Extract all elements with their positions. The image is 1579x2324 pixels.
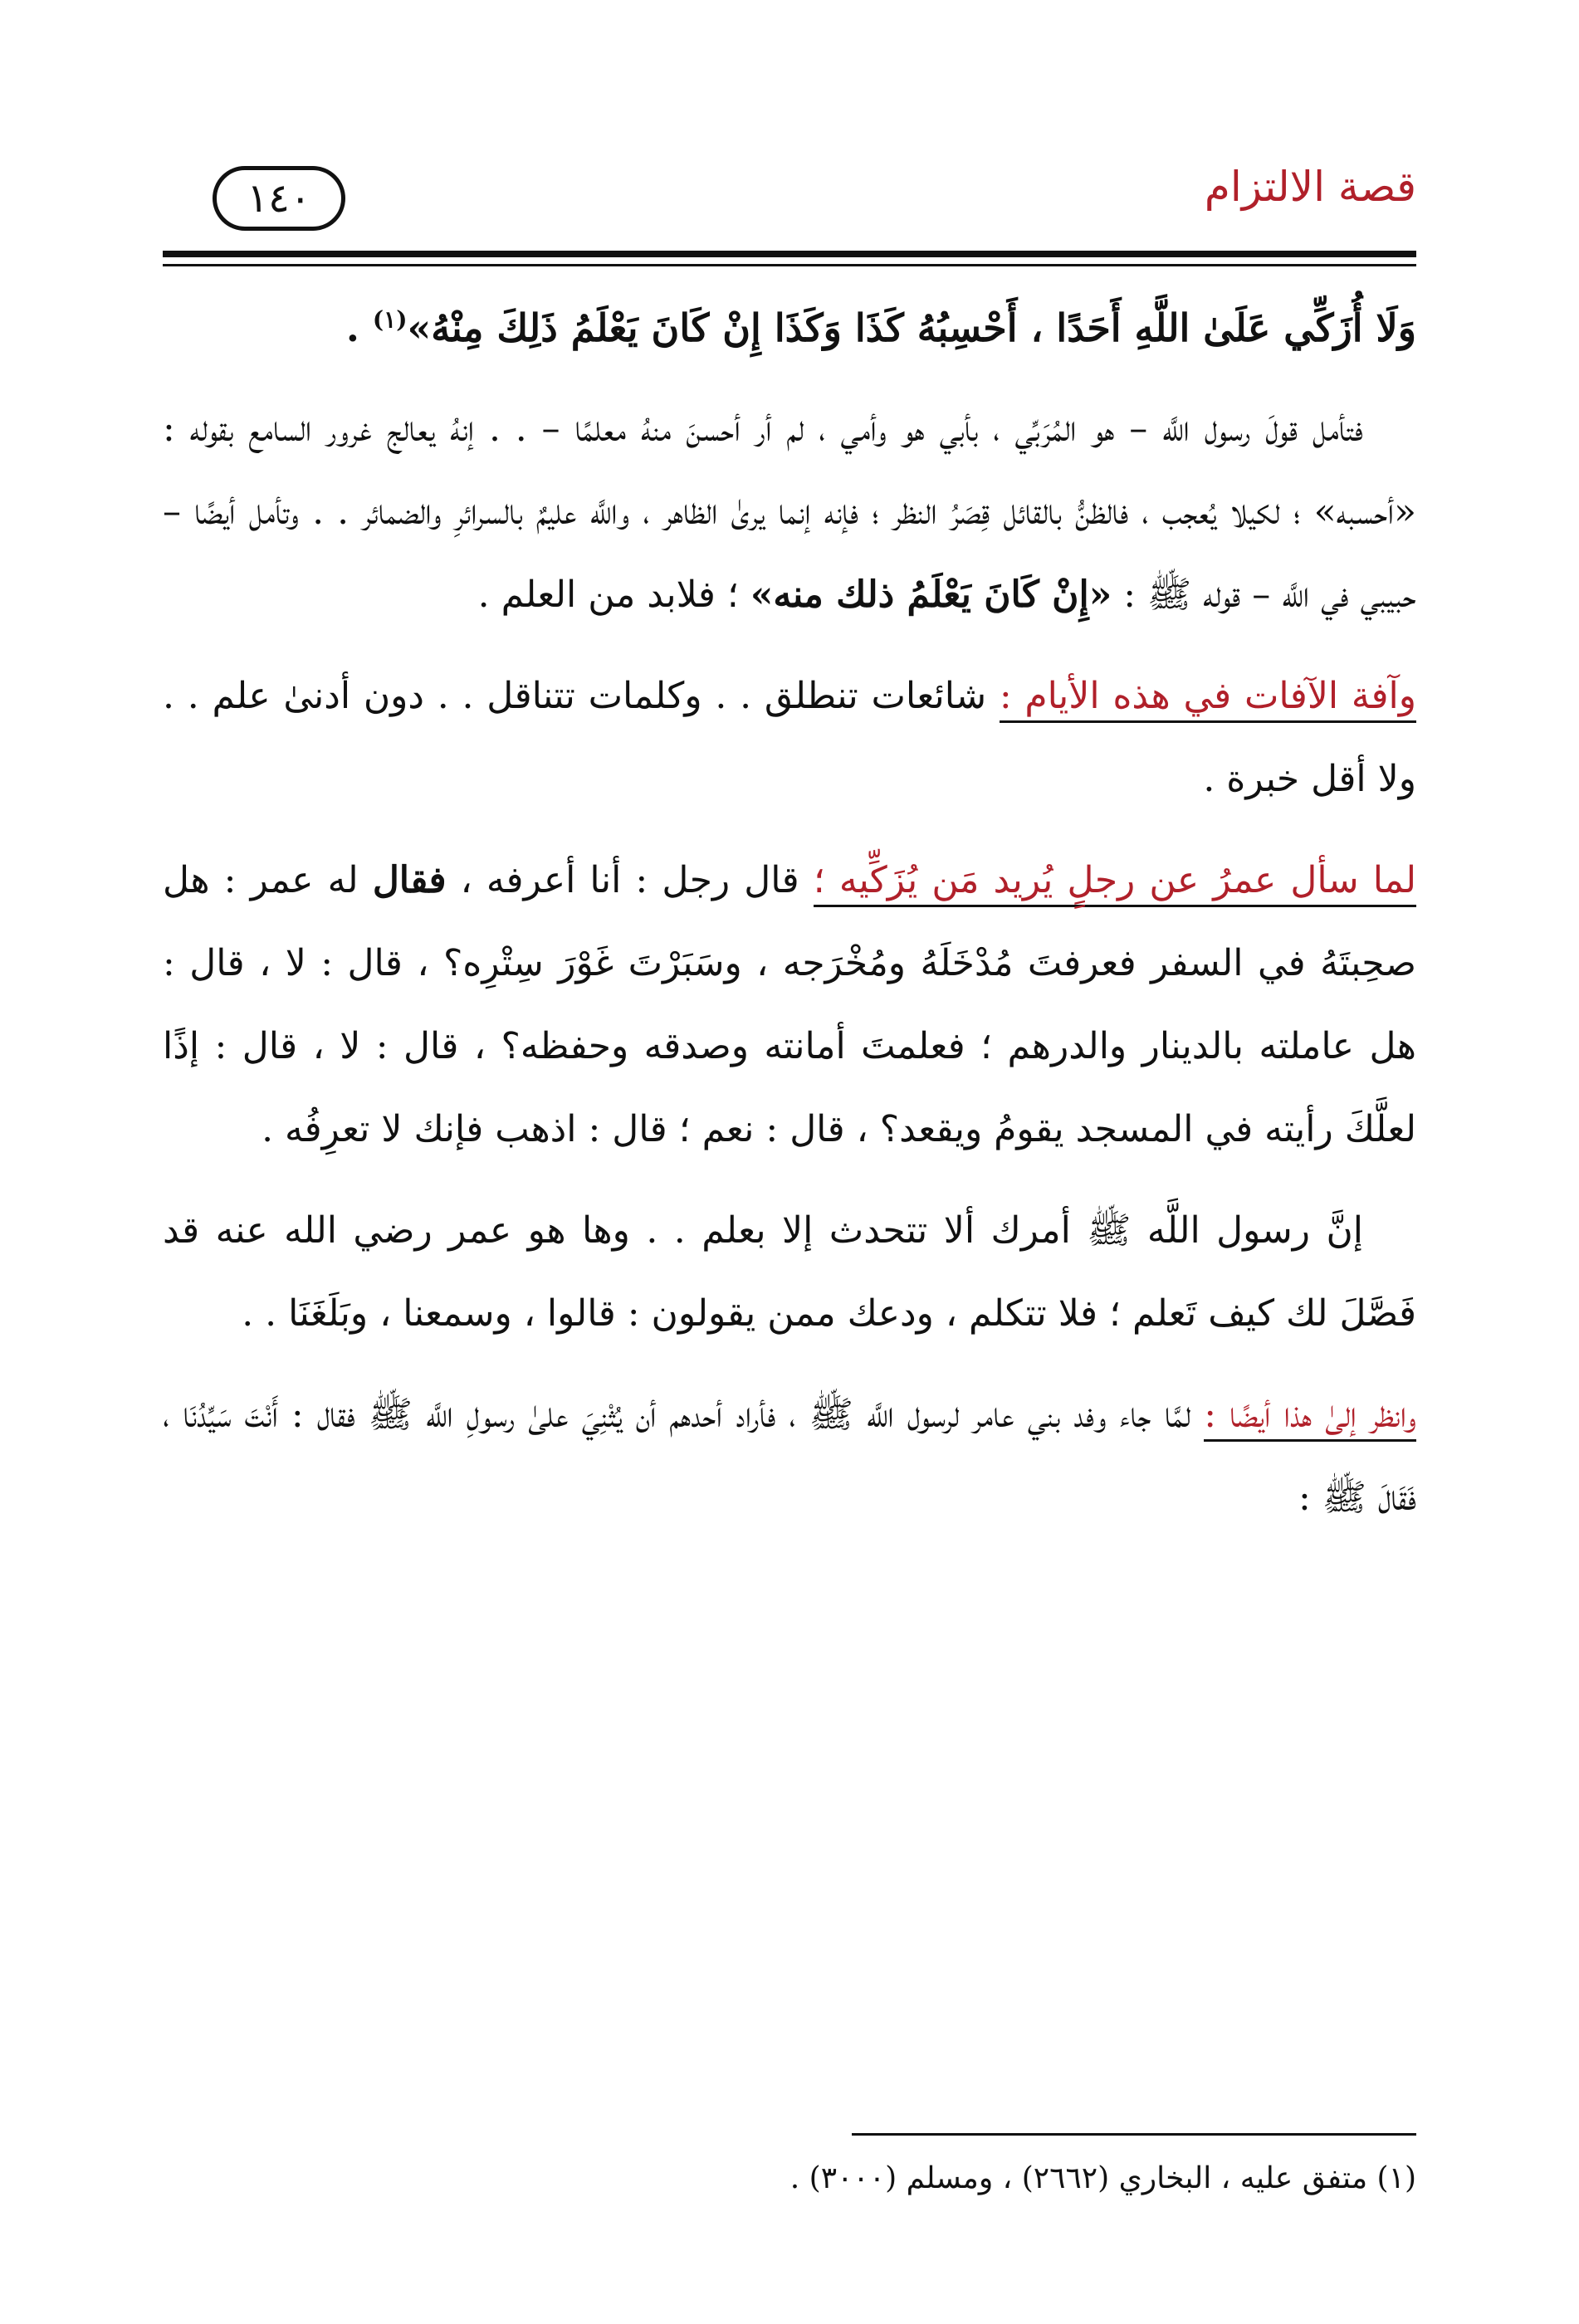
paragraph-reflection-bold-quote: «إِنْ كَانَ يَعْلَمُ ذلك منه» [750,574,1112,616]
paragraph-reflection [163,388,1416,637]
paragraph-delegation-text: لمَّا جاء وفد بني عامر لرسول اللَّه ﷺ ، فأراد أحدهم أن يُثْنِيَ علىٰ رسولِ اللَّه ﷺ فقال : أَنْتَ سَيِّدُنَا ، فَقَالَ ﷺ : [163,1394,1416,1519]
footnote: (١) متفق عليه ، البخاري (٢٦٦٢) ، ومسلم (٣٠٠٠) . [790,2161,1416,2195]
paragraph-reflection-end: ؛ فلابد من العلم . [477,574,750,616]
header-rule-thin [163,264,1416,266]
paragraph-rumors-text: شائعات تنطلق . . وكلمات تتناقل . . دون أدنىٰ علم . . ولا أقل خبرة . [163,675,1416,800]
paragraph-delegation [163,1374,1416,1540]
page-body [163,286,1416,1558]
header-rule-thick [163,251,1416,257]
page-number: ١٤٠ [213,166,345,231]
section-heading-umar: لما سأل عمرُ عن رجلٍ يُريد مَن يُزَكِّيه ؛ [814,859,1416,907]
book-title: قصة الالتزام [1204,163,1416,211]
section-heading-rumors: وآفة الآفات في هذه الأيام : [1000,675,1416,723]
section-heading-delegation: وانظر إلىٰ هذا أيضًا : [1204,1394,1416,1442]
hadith-quote-end: . [345,305,373,350]
hadith-quote-line [163,286,1416,369]
footnote-ref: (١) [372,305,408,334]
paragraph-umar-bold: فقال [372,859,447,901]
paragraph-umar-text-a: قال رجل : أنا أعرفه ، [446,859,814,901]
footnote-rule [852,2133,1416,2136]
paragraph-knowledge-text: إنَّ رسول اللَّه ﷺ أمرك ألا تتحدث إلا بعلم . . وها هو عمر رضي الله عنه قد فَصَّلَ لك كيف تَعلم ؛ فلا تتكلم ، ودعك ممن يقولون : قالوا ، وسمعنا ، وبَلَغَنَا . . [163,1209,1416,1335]
hadith-quote-text: وَلَا أُزَكِّي عَلَىٰ اللَّهِ أَحَدًا ، أَحْسِبُهُ كَذَا وَكَذَا إِنْ كَانَ يَعْلَمُ ذَلِكَ مِنْهُ» [407,305,1416,350]
page-header [163,163,1416,262]
paragraph-umar [163,839,1416,1171]
paragraph-rumors [163,655,1416,821]
paragraph-reflection-text: فتأمل قولَ رسول اللَّه – هو المُرَبِّي ، بأبي هو وأمي ، لم أر أحسنَ منهُ معلمًا – . . إنهُ يعالج غرور السامع بقوله : «أحسبه» ؛ لكيلا يُعجب ، فالظنُّ بالقائل قِصَرُ النظر ؛ فإنه إنما يرىٰ الظاهر ، واللَّه عليمٌ بالسرائرِ والضمائر . . وتأمل أيضًا – حبيبي في اللَّه – قوله ﷺ : [163,408,1417,616]
paragraph-knowledge [163,1189,1416,1355]
paragraph-umar-text-b: له عمر : هل صحِبتَهُ في السفر فعرفتَ مُدْخَلَهُ ومُخْرَجه ، وسَبَرْتَ غَوْرَ سِتْرِه؟ ، قال : لا ، قال : هل عاملته بالدينار والدرهم ؛ فعلمتَ أمانته وصدقه وحفظه؟ ، قال : لا ، قال : إذًا لعلَّكَ رأيته في المسجد يقومُ ويقعد؟ ، قال : نعم ؛ قال : اذهب فإنك لا تعرِفُه . [163,859,1416,1150]
